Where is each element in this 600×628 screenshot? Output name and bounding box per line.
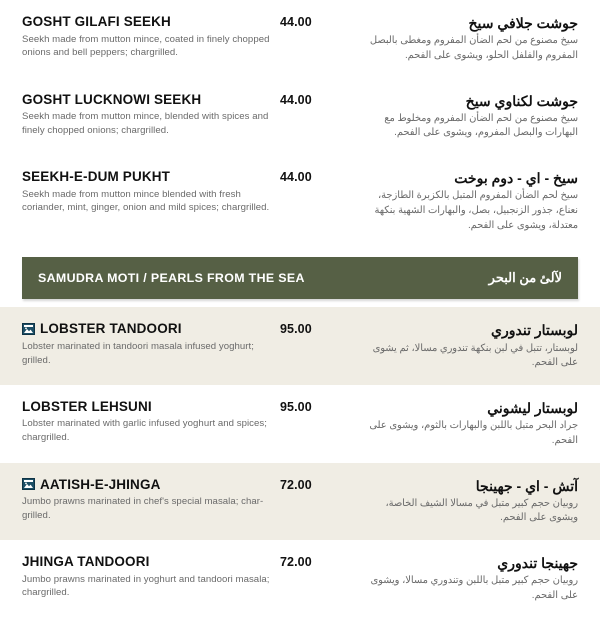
item-name-arabic: لوبستار ليشوني (487, 399, 578, 416)
item-price: 44.00 (280, 15, 312, 29)
menu-section-seafood (0, 307, 600, 617)
item-name-english: SEEKH-E-DUM PUKHT (22, 169, 171, 185)
item-price: 95.00 (280, 399, 312, 414)
item-description-arabic: لوبستار، تتبل في لبن بنكهة تندوري مسالا، ثم يشوى على الفحم. (372, 342, 578, 369)
item-left-column (22, 399, 280, 445)
item-left-column (22, 169, 280, 215)
item-name-arabic: لوبستار تندوري (491, 322, 578, 339)
item-description-english: Jumbo prawns marinated in yoghurt and tandoori masala; chargrilled. (22, 573, 270, 599)
item-name-arabic: جهينجا تندوري (497, 555, 578, 572)
item-right-column (354, 92, 578, 142)
item-price: 72.00 (280, 555, 312, 570)
item-title-wrapper (22, 477, 274, 493)
item-description-arabic: روبيان حجم كبير متبل في مسالا الشيف الخاصة، ويشوى على الفحم. (385, 497, 578, 524)
section-banner-container (0, 247, 600, 299)
item-name-english: LOBSTER TANDOORI (40, 321, 182, 337)
menu-item-row[interactable] (0, 385, 600, 463)
menu-section-grills (0, 0, 600, 247)
item-right-column (354, 399, 578, 449)
menu-item-row[interactable] (0, 463, 600, 541)
item-left-column (22, 554, 280, 600)
broken-image-icon (22, 478, 35, 490)
item-description-arabic: روبيان حجم كبير متبل باللبن وتندوري مسالا، ويشوى على الفحم. (370, 575, 578, 601)
item-title-wrapper (22, 554, 274, 570)
item-description-english: Seekh made from mutton mince, blended with spices and finely chopped onions; chargrilled. (22, 111, 269, 136)
item-description-arabic: جراد البحر متبل باللبن والبهارات بالثوم، ويشوى على الفحم. (369, 420, 578, 446)
item-right-column (354, 14, 578, 64)
item-price: 44.00 (280, 92, 312, 107)
item-description-english: Seekh made from mutton mince, coated in finely chopped onions and bell peppers; chargrilled. (22, 33, 270, 59)
item-name-arabic: جوشت جلافي سيخ (468, 15, 578, 31)
item-title-wrapper (22, 92, 274, 108)
item-name-english: AATISH-E-JHINGA (40, 476, 161, 492)
item-right-column (354, 321, 578, 371)
section-header-samudra-moti (22, 257, 578, 299)
item-price: 95.00 (280, 322, 312, 337)
menu-item-row[interactable] (0, 540, 600, 618)
item-left-column (22, 321, 280, 367)
banner-bottom-spacer (0, 299, 600, 307)
item-left-column (22, 14, 280, 60)
item-right-column (354, 169, 578, 233)
item-name-english: GOSHT GILAFI SEEKH (22, 14, 171, 29)
section-title-english: SAMUDRA MOTI / PEARLS FROM THE SEA (38, 271, 305, 286)
item-title-wrapper (22, 14, 274, 30)
item-price: 72.00 (280, 477, 312, 492)
item-name-english: GOSHT LUCKNOWI SEEKH (22, 91, 202, 107)
broken-image-icon (22, 323, 35, 335)
item-description-english: Jumbo prawns marinated in chef's special masala; char-grilled. (22, 496, 264, 521)
item-description-arabic: سيخ مصنوع من لحم الضأن المفروم ومغطى بالبصل المفروم والفلفل الحلو، ويشوى على الفحم. (369, 35, 578, 61)
item-right-column (354, 477, 578, 527)
item-name-arabic: سيخ - اي - دوم بوخت (454, 170, 578, 187)
item-description-english: Lobster marinated with garlic infused yoghurt and spices; chargrilled. (22, 418, 267, 444)
item-description-arabic: سيخ لحم الضأن المفروم المتبل بالكزبرة الطازجة، نعناع، جذور الزنجبيل، بصل، والبهارات الشهية بنكهة معتدلة، ويشوى على الفحم. (374, 190, 578, 231)
item-title-wrapper (22, 169, 274, 185)
menu-item-row[interactable] (0, 155, 600, 247)
item-right-column (354, 554, 578, 604)
item-name-arabic: جوشت لكناوي سيخ (465, 92, 578, 109)
section-title-arabic: لآلئ من البحر (488, 270, 562, 286)
item-price: 44.00 (280, 170, 312, 185)
item-name-english: LOBSTER LEHSUNI (22, 398, 152, 414)
item-title-wrapper (22, 321, 274, 337)
menu-item-row[interactable] (0, 0, 600, 78)
item-title-wrapper (22, 399, 274, 415)
item-description-english: Lobster marinated in tandoori masala infused yoghurt; grilled. (22, 340, 254, 366)
menu-item-row[interactable] (0, 307, 600, 385)
item-left-column (22, 477, 280, 523)
item-name-arabic: آتش - اي - جهينجا (475, 477, 578, 494)
item-description-arabic: سيخ مصنوع من لحم الضأن المفروم ومخلوط مع البهارات والبصل المفروم، ويشوى على الفحم. (384, 112, 578, 139)
menu-item-row[interactable] (0, 78, 600, 156)
item-name-english: JHINGA TANDOORI (22, 554, 150, 570)
item-left-column (22, 92, 280, 138)
item-description-english: Seekh made from mutton mince blended with fresh coriander, mint, ginger, onion and mild spices; chargrilled. (22, 188, 270, 214)
